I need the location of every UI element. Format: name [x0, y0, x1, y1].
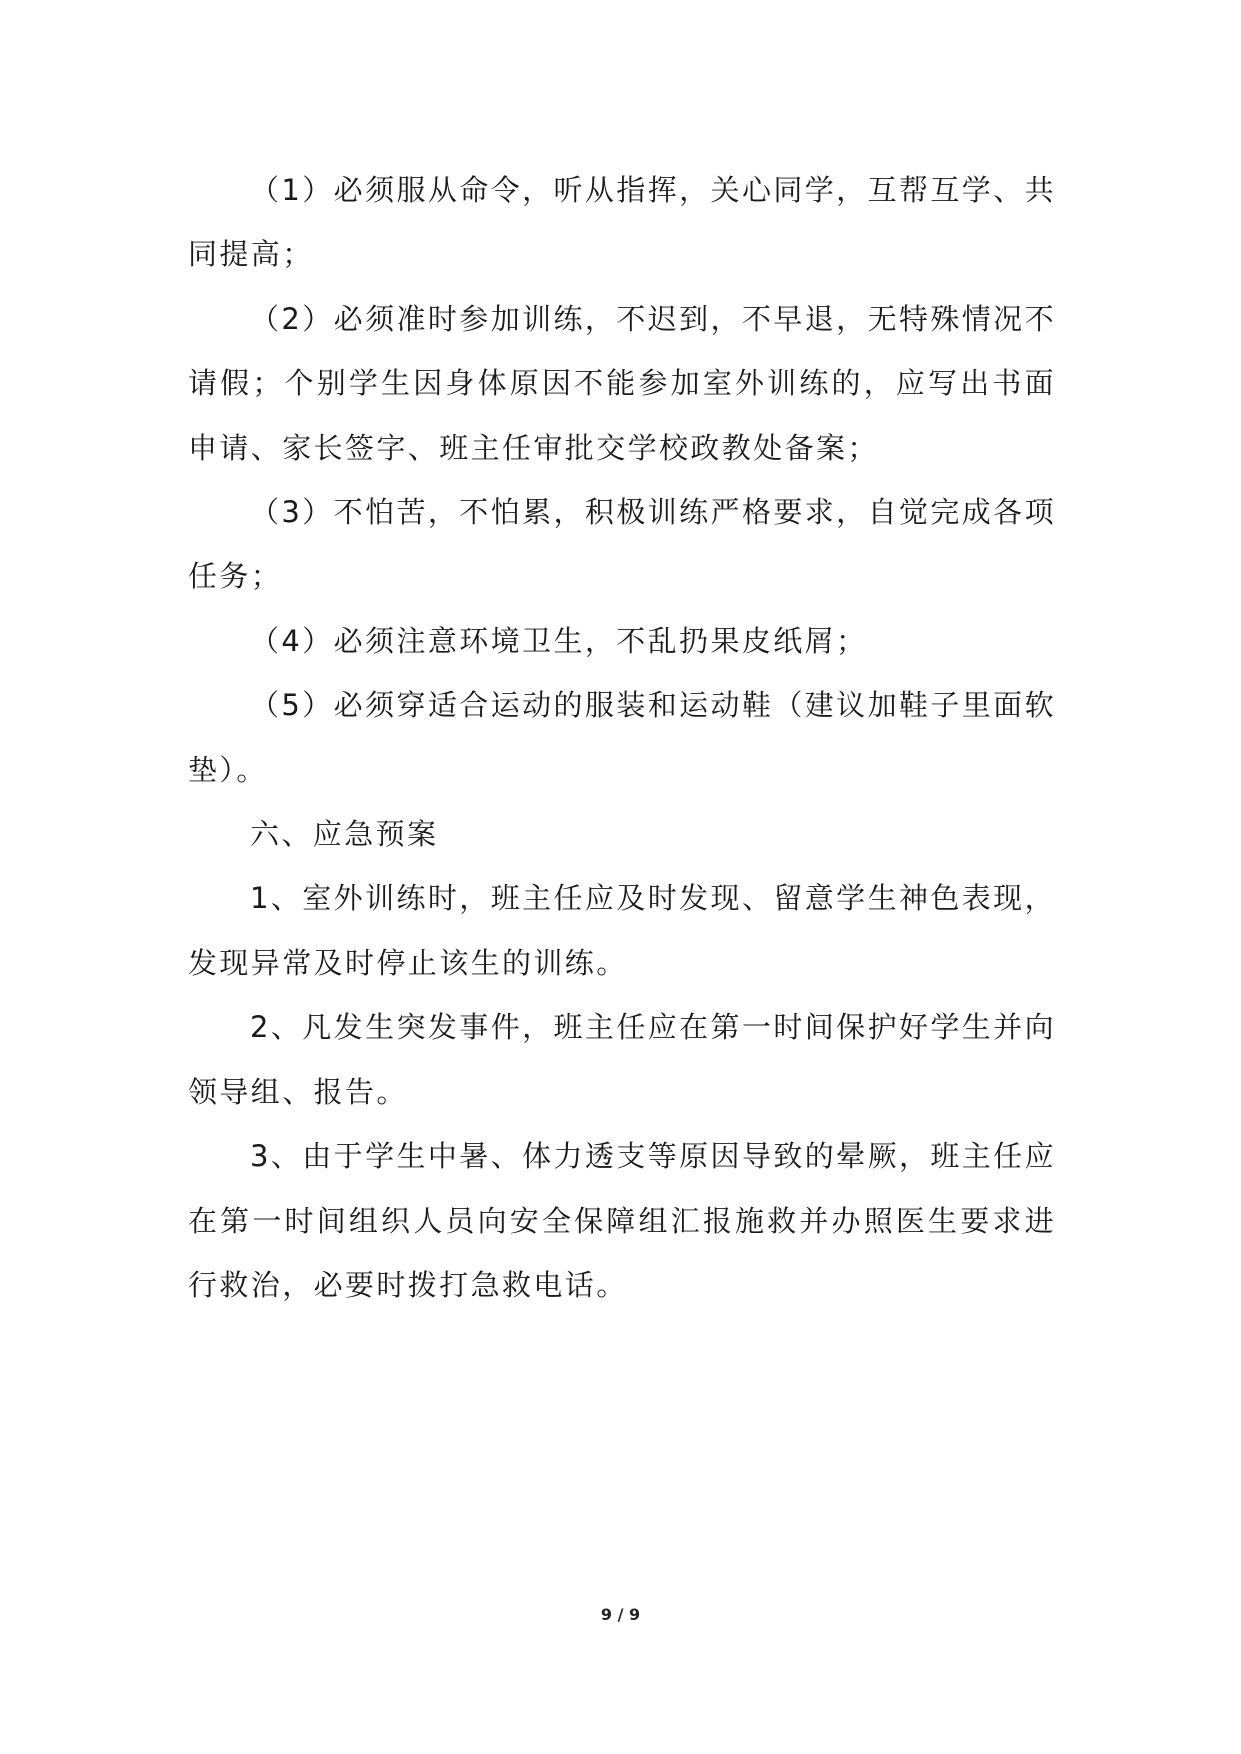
emergency-item-1: 1、室外训练时，班主任应及时发现、留意学生神色表现，发现异常及时停止该生的训练。	[188, 881, 1056, 980]
rule-item-4: （4）必须注意环境卫生，不乱扔果皮纸屑；	[250, 623, 868, 658]
page-number: 9 / 9	[600, 1605, 641, 1624]
section-heading-emergency-plan: 六、应急预案	[250, 817, 439, 852]
rule-item-1: （1）必须服从命令，听从指挥，关心同学，互帮互学、共同提高；	[188, 173, 1056, 272]
emergency-item-3: 3、由于学生中暑、体力透支等原因导致的晕厥，班主任应在第一时间组织人员向安全保障组汇报施救并办照医生要求进行救治，必要时拨打急救电话。	[188, 1139, 1056, 1302]
document-body	[188, 158, 1056, 1317]
rule-item-2: （2）必须准时参加训练，不迟到，不早退，无特殊情况不请假；个别学生因身体原因不能参加室外训练的，应写出书面申请、家长签字、班主任审批交学校政教处备案；	[188, 301, 1056, 465]
rule-item-5: （5）必须穿适合运动的服装和运动鞋（建议加鞋子里面软垫）。	[188, 688, 1056, 787]
emergency-item-2: 2、凡发生突发事件，班主任应在第一时间保护好学生并向领导组、报告。	[188, 1010, 1056, 1109]
rule-item-3: （3）不怕苦，不怕累，积极训练严格要求，自觉完成各项任务；	[188, 495, 1056, 594]
